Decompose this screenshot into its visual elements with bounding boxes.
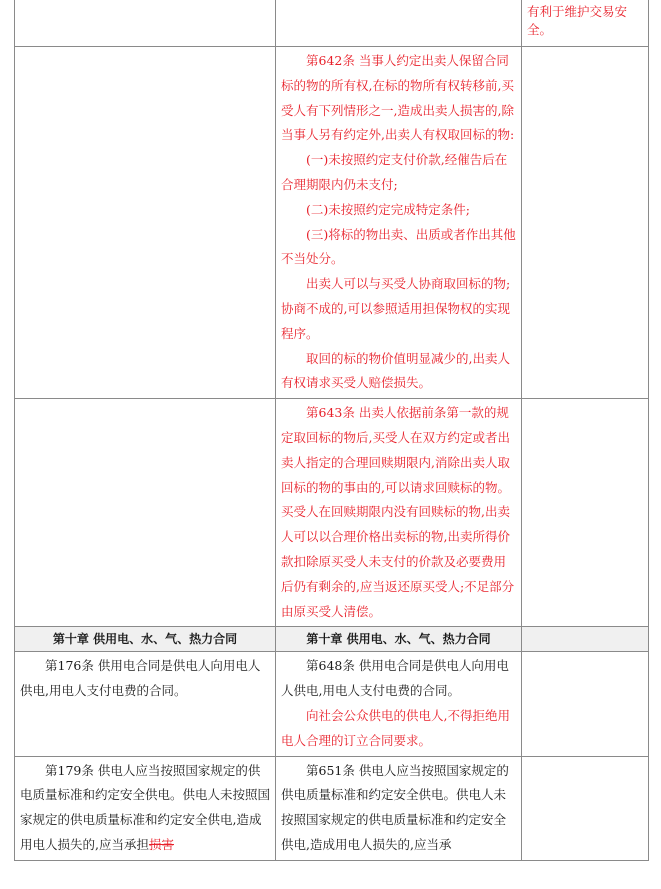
note-cell [522,627,649,652]
paragraph-added: 向社会公众供电的供电人,不得拒绝用电人合理的订立合同要求。 [281,707,510,748]
note-cell [522,756,649,860]
paragraph: (一)未按照约定支付价款,经催告后在合理期限内仍未支付; [281,152,508,192]
paragraph: 第643条 出卖人依据前条第一款的规定取回标的物后,买受人在双方约定或者出卖人指定的合理回赎期限内,消除出卖人取回标的物的事由的,可以请求回赎标的物。买受人在回赎期限内没有回赎标的物,出卖人可以以合理价格出卖标的物,出卖所得价款扣除原买受人未支付的价款及必要费用后仍有剩余的,应当返还原买受人;不足部分由原买受人清偿。 [281,405,515,619]
old-cell [15,47,276,399]
table-row [15,652,649,756]
table-row [15,47,649,399]
chapter-heading-new: 第十章 供用电、水、气、热力合同 [276,627,522,652]
paragraph: 第642条 当事人约定出卖人保留合同标的物的所有权,在标的物所有权转移前,买受人有下列情形之一,造成出卖人损害的,除当事人另有约定外,出卖人有权取回标的物: [281,53,515,143]
old-cell [15,399,276,627]
table-row [15,756,649,860]
paragraph: 第651条 供电人应当按照国家规定的供电质量标准和约定安全供电。供电人未按照国家规定的供电质量标准和约定安全供电,造成用电人损失的,应当承 [281,762,509,852]
note-cell [522,652,649,756]
paragraph [20,759,270,858]
new-cell-article-643 [276,399,522,627]
law-comparison-table [14,0,649,861]
note-cell [522,399,649,627]
deleted-text: 损害 [148,836,174,852]
old-cell-article-176 [15,652,276,756]
paragraph: (二)未按照约定完成特定条件; [306,201,470,217]
paragraph: (三)将标的物出卖、出质或者作出其他不当处分。 [281,226,516,267]
paragraph: 出卖人可以与买受人协商取回标的物;协商不成的,可以参照适用担保物权的实现程序。 [281,276,511,341]
chapter-heading-old: 第十章 供用电、水、气、热力合同 [15,627,276,652]
table-row [15,0,649,47]
old-cell-article-179 [15,756,276,860]
table-row [15,627,649,652]
paragraph: 第176条 供用电合同是供电人向用电人供电,用电人支付电费的合同。 [20,658,261,699]
new-cell-article-648 [276,652,522,756]
table-row [15,399,649,627]
new-cell-article-651 [276,756,522,860]
new-cell-article-642 [276,47,522,399]
old-cell [15,0,276,47]
paragraph: 取回的标的物价值明显减少的,出卖人有权请求买受人赔偿损失。 [281,350,510,391]
paragraph-text: 第179条 供电人应当按照国家规定的供电质量标准和约定安全供电。供电人未按照国家规定的供电质量标准和约定安全供电,造成用电人损失的,应当承担 [20,762,271,852]
new-cell [276,0,522,47]
note-cell [522,47,649,399]
paragraph: 第648条 供用电合同是供电人向用电人供电,用电人支付电费的合同。 [281,658,509,699]
note-cell: 有利于维护交易安全。 [522,0,649,47]
